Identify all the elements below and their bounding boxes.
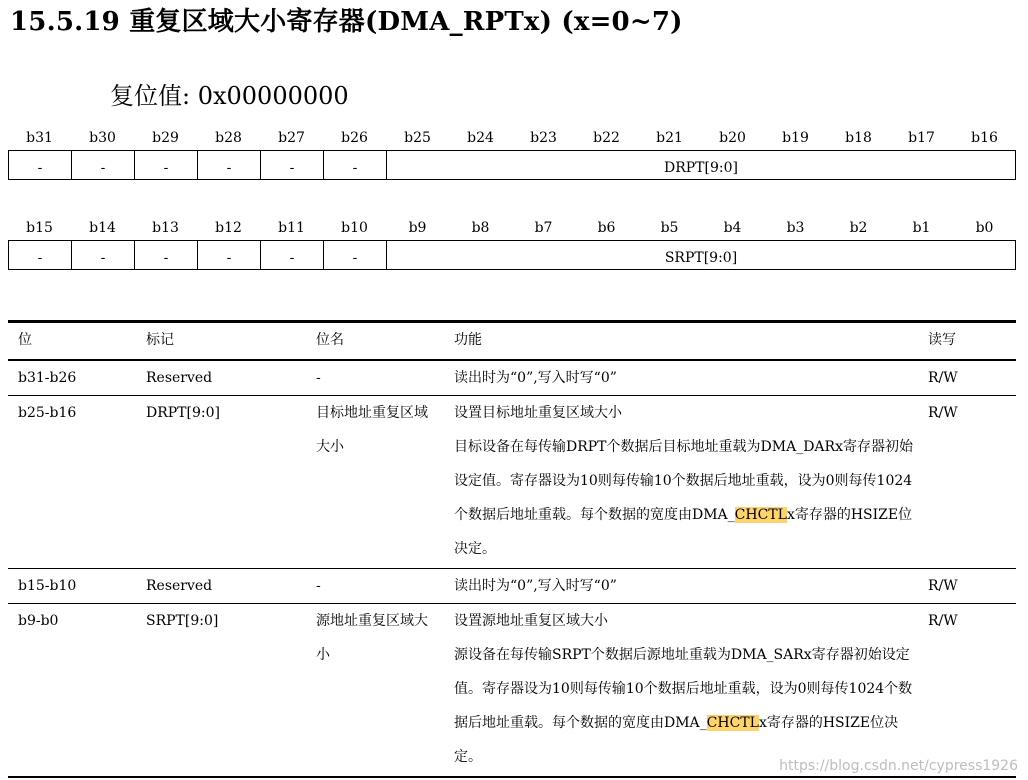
drpt-field: DRPT[9:0] [664, 160, 738, 176]
bit-labels-low [8, 220, 1016, 236]
reset-value: 复位值: 0x00000000 [110, 82, 349, 110]
bit-label: b5 [660, 220, 679, 236]
header-name: 位名 [316, 332, 344, 348]
bit-label: b24 [467, 130, 494, 146]
bit-label: b15 [26, 220, 53, 236]
highlighted-term: CHCTL [734, 507, 787, 523]
reserved-bit: - [198, 241, 261, 269]
bit-label: b27 [278, 130, 305, 146]
function-summary: 设置源地址重复区域大小 [454, 613, 608, 629]
reserved-bit: - [261, 151, 324, 179]
row-function [454, 396, 924, 566]
section-title: 15.5.19 重复区域大小寄存器(DMA_RPTx) (x=0~7) [10, 7, 683, 37]
bit-labels-high [8, 130, 1016, 146]
row-rw: R/W [928, 370, 958, 386]
row-rw: R/W [928, 613, 958, 629]
reserved-bit: - [198, 151, 261, 179]
highlighted-term: CHCTL [706, 715, 759, 731]
bit-label: b26 [341, 130, 368, 146]
bit-label: b11 [278, 220, 305, 236]
row-mark: Reserved [146, 370, 213, 386]
reserved-bit: - [72, 151, 135, 179]
function-detail [454, 638, 924, 774]
reserved-bit: - [261, 241, 324, 269]
bit-label: b30 [89, 130, 116, 146]
bit-label: b3 [786, 220, 805, 236]
reserved-bit: - [135, 241, 198, 269]
table-row [8, 361, 1016, 396]
watermark-text: https://blog.csdn.net/cypress1926 [779, 758, 1018, 774]
row-name: 源地址重复区域大小 [316, 613, 428, 663]
detail-text: 目标设备在每传输DRPT个数据后目标地址重载为DMA_DARx寄存器初始设定值。寄存器设为10则每传输10个数据后地址重载，设为0则每传1024个数据后地址重载。每个数据的宽度由DMA_ [454, 439, 913, 523]
header-rw: 读写 [928, 332, 956, 348]
bit-label: b18 [845, 130, 872, 146]
row-function: 读出时为“0”,写入时写“0” [454, 578, 617, 594]
table-row [8, 569, 1016, 604]
bit-label: b17 [908, 130, 935, 146]
bit-label: b13 [152, 220, 179, 236]
bit-label: b4 [723, 220, 742, 236]
register-low [8, 240, 1016, 270]
row-mark: Reserved [146, 578, 213, 594]
row-name: - [316, 370, 321, 386]
function-summary: 设置目标地址重复区域大小 [454, 405, 622, 421]
reserved-bit: - [135, 151, 198, 179]
register-high [8, 150, 1016, 180]
bit-label: b2 [849, 220, 868, 236]
bit-label: b28 [215, 130, 242, 146]
bit-label: b1 [912, 220, 931, 236]
bit-description-table [8, 320, 1016, 778]
reserved-bit: - [9, 151, 72, 179]
table-row [8, 396, 1016, 569]
row-name: 目标地址重复区域大小 [316, 405, 428, 455]
reserved-bit: - [9, 241, 72, 269]
row-mark: DRPT[9:0] [146, 405, 220, 421]
bit-label: b6 [597, 220, 616, 236]
row-mark: SRPT[9:0] [146, 613, 219, 629]
detail-text-end: x寄存器的HSIZE位决定。 [454, 715, 899, 765]
detail-text: 源设备在每传输SRPT个数据后源地址重载为DMA_SARx寄存器初始设定值。寄存器设为10则每传输10个数据后地址重载，设为0则每传1024个数据后地址重载。每个数据的宽度由DMA_ [454, 647, 913, 731]
bit-label: b9 [408, 220, 427, 236]
table-header-row [8, 323, 1016, 361]
bit-label: b0 [975, 220, 994, 236]
srpt-field: SRPT[9:0] [664, 250, 738, 266]
bit-label: b14 [89, 220, 116, 236]
function-detail [454, 430, 924, 566]
header-bits: 位 [18, 332, 32, 348]
reserved-bit: - [324, 241, 387, 269]
row-rw: R/W [928, 578, 958, 594]
reserved-bit: - [324, 151, 387, 179]
bit-label: b29 [152, 130, 179, 146]
bit-label: b23 [530, 130, 557, 146]
row-bits: b31-b26 [18, 370, 77, 386]
bit-label: b16 [971, 130, 998, 146]
row-bits: b25-b16 [18, 405, 77, 421]
reserved-bit: - [72, 241, 135, 269]
bit-label: b7 [534, 220, 553, 236]
bit-label: b19 [782, 130, 809, 146]
bit-label: b10 [341, 220, 368, 236]
table-row [8, 604, 1016, 776]
bit-label: b22 [593, 130, 620, 146]
bit-label: b8 [471, 220, 490, 236]
detail-text-end: x寄存器的HSIZE位决定。 [454, 507, 913, 557]
bit-label: b21 [656, 130, 683, 146]
bit-label: b20 [719, 130, 746, 146]
header-function: 功能 [454, 332, 482, 348]
bit-label: b25 [404, 130, 431, 146]
row-function [454, 604, 924, 774]
header-mark: 标记 [146, 332, 174, 348]
row-bits: b9-b0 [18, 613, 59, 629]
bit-label: b31 [26, 130, 53, 146]
row-function: 读出时为“0”,写入时写“0” [454, 370, 617, 386]
row-bits: b15-b10 [18, 578, 77, 594]
bit-label: b12 [215, 220, 242, 236]
row-rw: R/W [928, 405, 958, 421]
row-name: - [316, 578, 321, 594]
